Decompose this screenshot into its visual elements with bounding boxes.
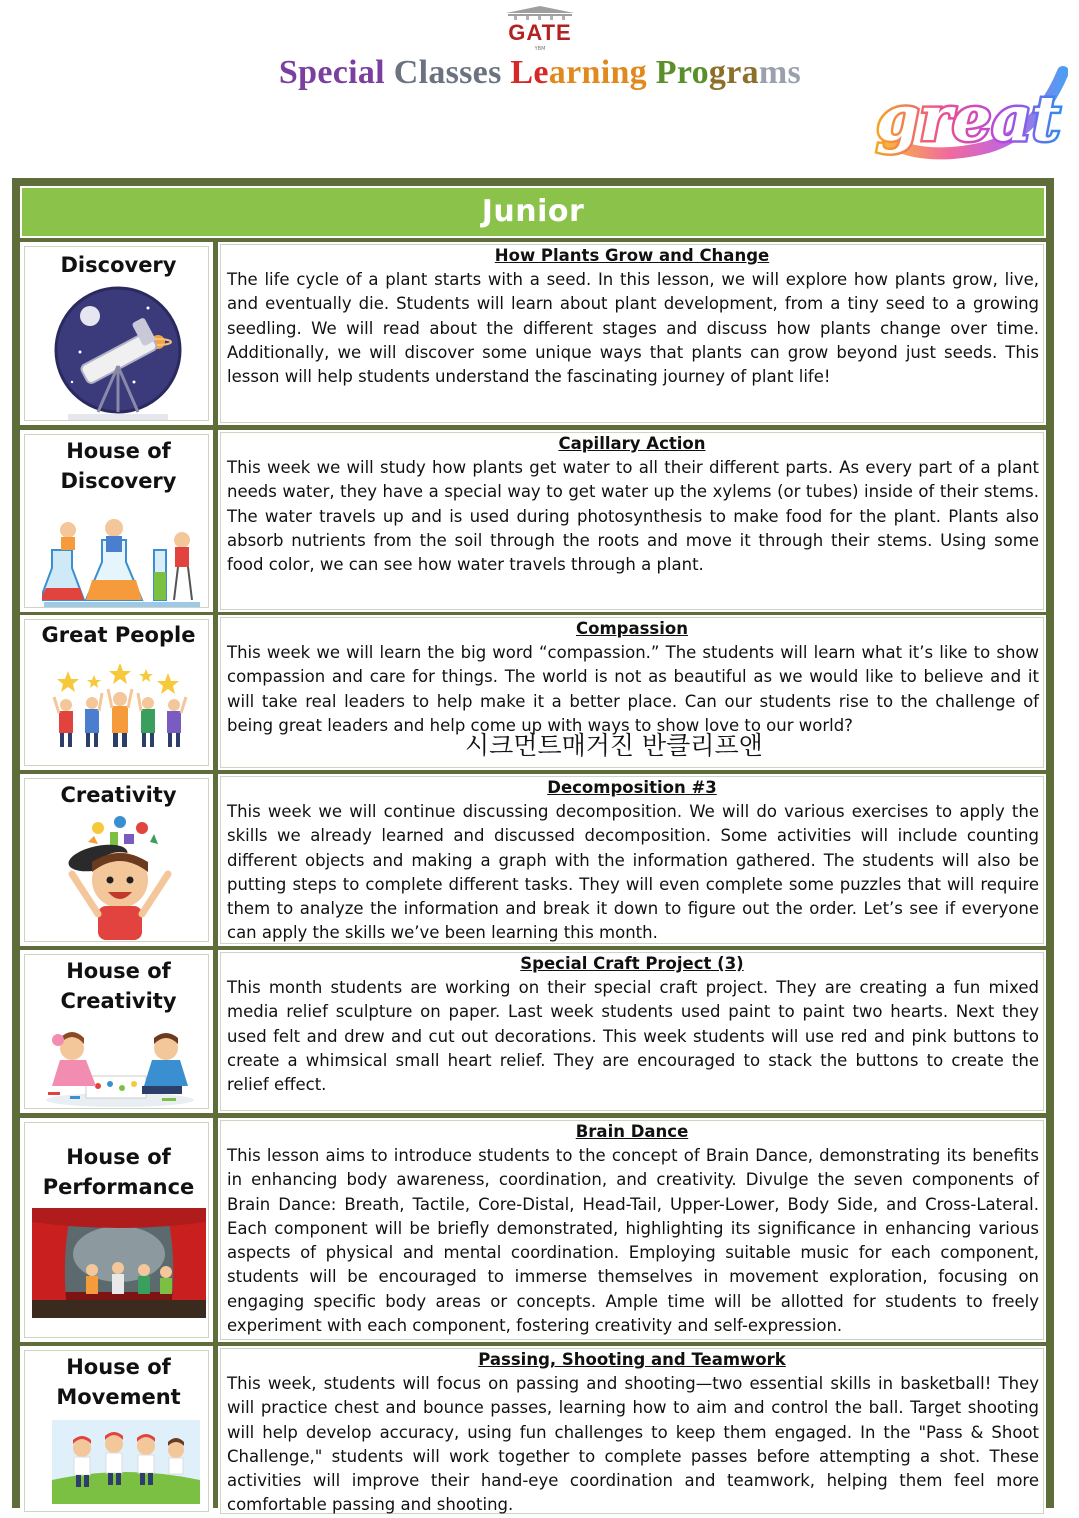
title-word: Special — [278, 54, 385, 91]
lesson-title: Capillary Action — [558, 434, 706, 453]
title-word: arning — [548, 54, 647, 91]
lesson-title: Decomposition #3 — [547, 778, 717, 797]
lesson-cell — [218, 430, 1046, 612]
logo-subtext: YBM — [534, 46, 546, 52]
gate-logo — [500, 6, 580, 56]
category-label-line-2: Discovery — [60, 469, 177, 493]
lesson-description: This lesson aims to introduce students to the concept of Brain Dance, demonstrating its benefits in enhancing body awareness, coordination, and creativity. Divulge the seven components of Brain Dance: Breath, Tactile, Core-Distal, Head-Tail, Upper-Lower, Body Side, and Cross-Lateral. Each component will be briefly demonstrated, highlighting its significance in enhancing various aspects of physical and mental coordination. Employing suitable music for each component, students will be encouraged to immerse themselves in movement exploration, focusing on engaging specific body areas or concepts. Ample time will be allotted for students to freely experiment with each component, fostering creativity and self-expression. — [227, 1146, 1039, 1336]
level-header — [20, 186, 1046, 238]
svg-text:great: great — [876, 82, 1061, 155]
page-title — [200, 54, 880, 92]
title-word — [647, 54, 656, 91]
title-word: ms — [758, 54, 802, 91]
lesson-title: Brain Dance — [575, 1122, 689, 1141]
category-cell — [20, 430, 213, 612]
lesson-description: This week we will study how plants get water to all their different parts. As every part of a plant needs water, they have a special way to get water up the xylems (or tubes) inside of their stems. The water travels up and is used during photosynthesis to make food for the plant. Plants also absorb nutrients from the soil through the roots and move it through their stems. Using some food color, we can see how water travels through a plant. — [227, 458, 1039, 575]
title-word — [385, 54, 394, 91]
category-label-line-1: House of — [66, 1145, 171, 1169]
logo-text: GATE — [508, 20, 572, 45]
lesson-row-house-of-discovery — [20, 430, 1046, 612]
lesson-description: The life cycle of a plant starts with a seed. In this lesson, we will explore how plants grow, live, and eventually die. Students will learn about plant development, from a tiny seed to a growing seedling. We will read about the different stages and discuss how plants change over time. Additionally, we will discover some unique ways that plants can grow beyond just seeds. This lesson will help students understand the fascinating journey of plant life! — [227, 270, 1039, 387]
category-cell — [20, 242, 213, 425]
category-cell — [20, 1346, 213, 1516]
category-cell — [20, 615, 213, 770]
category-cell — [20, 774, 213, 946]
category-label-line-2: Movement — [56, 1385, 181, 1409]
lesson-cell — [218, 242, 1046, 425]
category-label-line-1: House of — [66, 1355, 171, 1379]
lesson-row-house-of-performance — [20, 1118, 1046, 1342]
great-sticker-icon — [868, 62, 1068, 172]
title-word: Pro — [655, 54, 709, 91]
level-title: Junior — [481, 194, 585, 229]
kids-running-icon — [52, 1420, 200, 1504]
category-label: Creativity — [60, 783, 177, 807]
lesson-cell — [218, 1346, 1046, 1516]
lesson-title: How Plants Grow and Change — [494, 246, 770, 265]
category-label-line-2: Creativity — [60, 989, 177, 1013]
telescope-icon — [50, 286, 186, 422]
category-label: Great People — [41, 623, 196, 647]
creative-kid-icon — [58, 814, 182, 942]
lesson-description: This month students are working on their special craft project. They are creating a fun mixed media relief sculpture on paper. Last week students used paint to paint two hearts. Next they used felt and drew and cut out decorations. This week students will use red and pink buttons to create a whimsical small heart relief. They are encouraged to stack the buttons to create the relief effect. — [227, 978, 1039, 1095]
lesson-description: This week, students will focus on passing and shooting—two essential skills in basketball! They will practice chest and bounce passes, learning how to aim and control the ball. Target shooting will help develop accuracy, using fun challenges to keep them engaged. In the "Pass & Shoot Challenge," students will work together to complete passes before attempting a shot. These activities will improve their hand-eye coordination and teamwork, helping them feel more comfortable passing and shooting. — [227, 1374, 1039, 1515]
category-label: Discovery — [60, 253, 177, 277]
stage-icon — [32, 1208, 206, 1318]
lesson-title: Special Craft Project (3) — [520, 954, 744, 973]
title-word: gra — [708, 54, 759, 91]
category-label-line-1: House of — [66, 959, 171, 983]
category-cell — [20, 1118, 213, 1342]
lesson-row-discovery — [20, 242, 1046, 425]
lesson-cell — [218, 774, 1046, 946]
science-lab-icon — [42, 510, 202, 610]
lesson-row-house-of-movement — [20, 1346, 1046, 1516]
title-word: Le — [510, 54, 549, 91]
lesson-description: This week we will continue discussing decomposition. We will do various exercises to apply the skills we already learned and discussed decomposition. Some activities will include counting different objects and making a graph with the information gathered. The students will also be putting steps to complete different tasks. They will even complete some puzzles that will require them to analyze the information and break it down to figure out the order. Let’s see if everyone can apply the skills we’ve been learning this month. — [227, 802, 1039, 943]
lesson-description: This week we will learn the big word “compassion.” The students will learn what it’s like to show compassion and care for things. The world is not as beautiful as we would like to believe and it will take real leaders to help make it a better place. Can our students rise to the challenge of being great leaders and help come up with ways to show love to our world? — [227, 643, 1039, 735]
building-roof-icon — [502, 6, 578, 20]
kids-painting-icon — [42, 1026, 198, 1108]
lesson-title: Compassion — [576, 619, 688, 638]
lesson-table — [12, 178, 1054, 1515]
lesson-cell — [218, 1118, 1046, 1342]
category-label-line-1: House of — [66, 439, 171, 463]
category-label-line-2: Performance — [42, 1175, 195, 1199]
lesson-title: Passing, Shooting and Teamwork — [478, 1350, 786, 1369]
title-word: Classes — [393, 54, 502, 91]
people-stars-icon — [48, 661, 192, 749]
lesson-row-house-of-creativity — [20, 950, 1046, 1113]
lesson-row-creativity — [20, 774, 1046, 946]
lesson-cell — [218, 950, 1046, 1113]
category-cell — [20, 950, 213, 1113]
watermark-text: 시크먼트매거진 반클리프앤 — [465, 731, 763, 760]
